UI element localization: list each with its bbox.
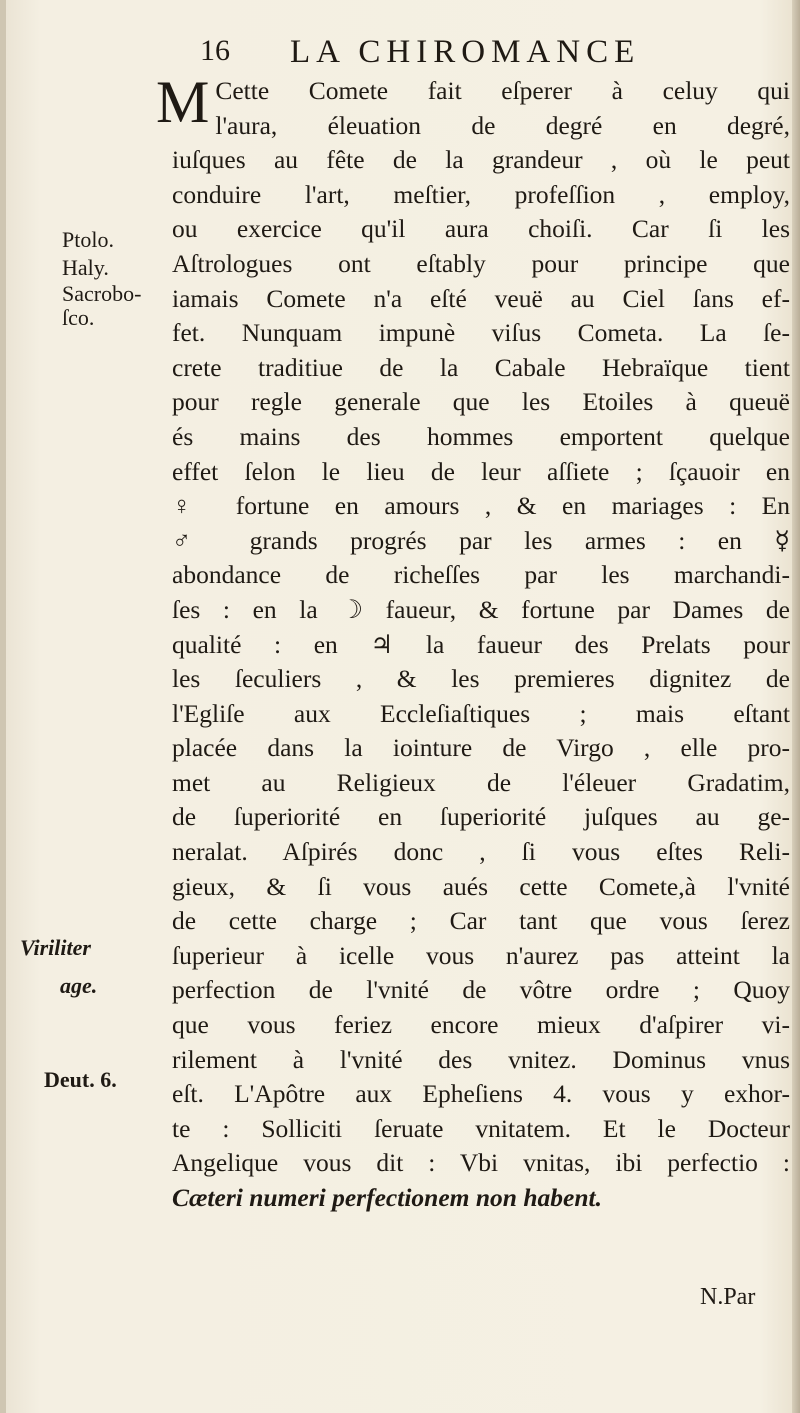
text-line: l'Egliſe aux Eccleſiaſtiques ; mais eſtant [172,698,790,728]
text-line: gieux, & ſi vous aués cette Comete,à l'vnité [172,871,790,901]
text-line: iamais Comete n'a eſté veuë au Ciel ſans ef- [172,283,790,313]
text-line: neralat. Aſpirés donc , ſi vous eſtes Reli- [172,837,790,867]
text-line: perfection de l'vnité de vôtre ordre ; Quoy [172,975,790,1005]
text-line: ♂ grands progrés par les armes : en ☿ [172,525,790,555]
text-line: l'aura, éleuation de degré en degré, [215,110,790,140]
page-edge-right [792,0,800,1413]
margin-note-ptolo: Ptolo. [62,227,114,252]
text-line: pour regle generale que les Etoiles à queuë [172,387,790,417]
text-line: rilement à l'vnité des vnitez. Dominus vnus [172,1044,790,1074]
margin-note-age: age. [60,973,98,998]
text-line: que vous feriez encore mieux d'aſpirer vi- [172,1010,790,1040]
drop-capital: M [156,69,210,135]
text-line: ſuperieur à icelle vous n'aurez pas atteint la [172,940,790,970]
body-text [156,69,790,1216]
text-line: placée dans la iointure de Virgo , elle pro- [172,733,790,763]
text-line: qualité : en ♃ la faueur des Prelats pour [172,629,790,659]
text-line: Angelique vous dit : Vbi vnitas, ibi perfectio : [172,1148,790,1178]
page-gutter-left [0,0,6,1413]
text-line: eſt. L'Apôtre aux Epheſiens 4. vous y exhor- [172,1079,790,1109]
margin-note-viriliter: Viriliter [20,935,91,960]
page-header [200,34,780,74]
text-line: de cette charge ; Car tant que vous ſerez [172,906,790,936]
text-line: fet. Nunquam impunè viſus Cometa. La ſe- [172,318,790,348]
text-line: crete traditiue de la Cabale Hebraïque tient [172,352,790,382]
margin-note-sco: ſco. [62,305,95,330]
text-line: ou exercice qu'il aura choiſi. Car ſi les [172,214,790,244]
page-number: 16 [200,34,230,67]
text-line: abondance de richeſſes par les marchandi- [172,560,790,590]
margin-note-haly: Haly. [62,255,109,280]
text-line: de ſuperiorité en ſuperiorité juſques au ge- [172,802,790,832]
text-line: met au Religieux de l'éleuer Gradatim, [172,767,790,797]
text-line: conduire l'art, meſtier, profeſſion , employ, [172,179,790,209]
margin-note-deut: Deut. 6. [44,1067,117,1092]
text-line: Cæteri numeri perfectionem non habent. [172,1183,602,1212]
text-line: effet ſelon le lieu de leur aſſiete ; ſçauoir en [172,456,790,486]
catchword: N.Par [700,1284,756,1310]
text-line: les ſeculiers , & les premieres dignitez de [172,664,790,694]
text-line: Cette Comete fait eſperer à celuy qui [215,76,790,105]
margin-note-sacrobo: Sacrobo- [62,281,142,306]
text-line: ſes : en la ☽ faueur, & fortune par Dames de [172,594,790,624]
text-line: ♀ fortune en amours , & en mariages : En [172,491,790,521]
text-line: te : Solliciti ſeruate vnitatem. Et le Docteur [172,1113,790,1143]
text-line: Aſtrologues ont eſtably pour principe que [172,248,790,278]
running-title: LA CHIROMANCE [290,34,641,70]
text-line: iuſques au fête de la grandeur , où le peut [172,145,790,175]
text-line: és mains des hommes emportent quelque [172,421,790,451]
